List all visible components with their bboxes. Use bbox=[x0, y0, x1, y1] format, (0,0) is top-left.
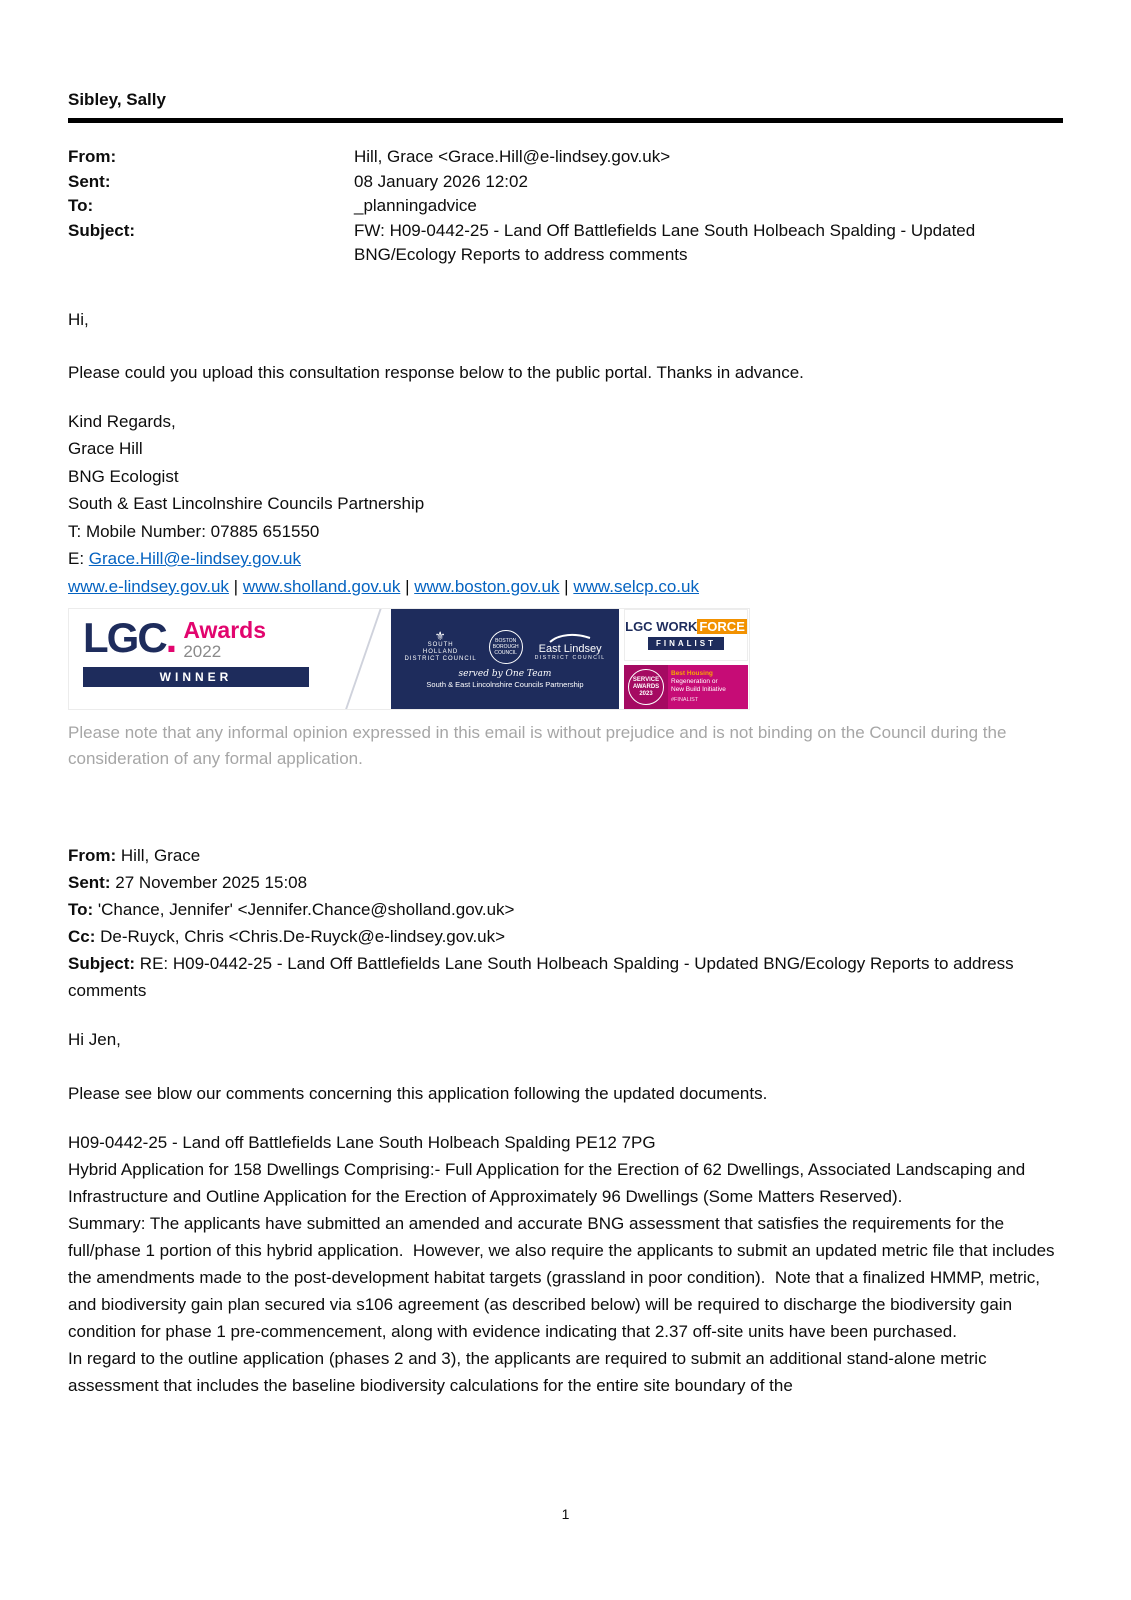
mailbox-owner-name: Sibley, Sally bbox=[68, 90, 1063, 123]
service-awards-year: 2023 bbox=[639, 690, 653, 697]
council-logos-row bbox=[404, 630, 605, 664]
boston-link[interactable]: www.boston.gov.uk bbox=[414, 576, 560, 596]
served-by-one-team-text: served by One Team bbox=[458, 668, 552, 679]
signature-name: Grace Hill bbox=[68, 439, 143, 458]
boston-text: BOSTON bbox=[495, 637, 517, 644]
outline-paragraph: In regard to the outline application (phases 2 and 3), the applicants are required to submit an additional stand-alone metric assessment that includes the baseline biodiversity calculations for the entire site boundary of the bbox=[68, 1349, 992, 1395]
awards-wordmark: Awards bbox=[183, 617, 266, 643]
subject-value: FW: H09-0442-25 - Land Off Battlefields Lane South Holbeach Spalding - Updated BNG/Ecology Reports to address comments bbox=[354, 220, 976, 264]
from-label: From: bbox=[68, 846, 117, 865]
summary-paragraph: Summary: The applicants have submitted an amended and accurate BNG assessment that satisfies the requirements for the full/phase 1 portion of this hybrid application. However, we also require the applicants to submit an updated metric file that includes the amendments made to the post-development habitat targets (grassland in poor condition). Note that a finalized HMMP, metric, and biodiversity gain plan secured via s106 agreement (as described below) will be required to discharge the biodiversity gain condition for phase 1 pre-commencement, along with evidence indicating that 2.37 off-site units have been purchased. bbox=[68, 1214, 1060, 1341]
quoted-cc-row bbox=[68, 923, 1063, 950]
lgc-workforce-logo bbox=[624, 609, 748, 661]
east-lindsey-text: East Lindsey bbox=[538, 642, 602, 655]
east-lindsey-swoosh-icon bbox=[549, 633, 591, 643]
signature-regards: Kind Regards, bbox=[68, 411, 176, 431]
sent-label: Sent: bbox=[68, 171, 111, 191]
email2-intro-paragraph: Please see blow our comments concerning this application following the updated documents. bbox=[68, 1084, 768, 1103]
from-value: Hill, Grace <Grace.Hill@e-lindsey.gov.uk> bbox=[354, 147, 671, 166]
from-value: Hill, Grace bbox=[120, 846, 201, 865]
link-separator: | bbox=[233, 576, 239, 596]
workforce-work-text: WORK bbox=[656, 619, 698, 634]
workforce-finalist-bar: FINALIST bbox=[648, 637, 724, 650]
sent-value: 08 January 2026 12:02 bbox=[354, 171, 528, 191]
lgc-awards-wordmark bbox=[83, 614, 391, 661]
south-holland-text: SOUTH bbox=[427, 642, 454, 648]
to-label: To: bbox=[68, 196, 94, 215]
south-holland-logo bbox=[404, 630, 476, 663]
signature-websites-line bbox=[68, 573, 1063, 601]
service-awards-category-line1: Best Housing bbox=[671, 670, 713, 677]
quoted-email bbox=[68, 842, 1063, 1399]
application-description: Hybrid Application for 158 Dwellings Comprising:- Full Application for the Erection of 62 Dwellings, Associated Landscaping and Infrastructure and Outline Application for the Erection of Approximately 96 Dwellings (Some Matters Reserved). bbox=[68, 1160, 1030, 1206]
quoted-subject-row bbox=[68, 950, 1063, 1004]
signature-email-line bbox=[68, 545, 1063, 573]
lgc-dot: . bbox=[165, 614, 178, 661]
sent-value: 27 November 2025 15:08 bbox=[115, 873, 308, 892]
signature-role: BNG Ecologist bbox=[68, 466, 179, 486]
signature-email-link[interactable]: Grace.Hill@e-lindsey.gov.uk bbox=[88, 549, 301, 568]
boston-borough-seal bbox=[489, 630, 523, 664]
lgc-wordmark: LGC bbox=[83, 614, 166, 661]
awards-year: 2022 bbox=[183, 642, 222, 661]
tulip-icon: ⚜ bbox=[434, 629, 447, 643]
service-awards-badge bbox=[624, 665, 748, 709]
consultation-response bbox=[68, 1129, 1063, 1399]
service-awards-roundel bbox=[628, 669, 664, 705]
service-awards-text2: AWARDS bbox=[632, 683, 660, 690]
councils-panel bbox=[391, 609, 619, 709]
service-awards-category-line3: New Build Initiative bbox=[671, 686, 726, 693]
lgc-awards-logo bbox=[69, 609, 391, 709]
partnership-text: South & East Lincolnshire Councils Partnership bbox=[426, 679, 584, 689]
service-awards-category bbox=[668, 665, 748, 709]
page-number: 1 bbox=[561, 1506, 570, 1522]
subject-value: RE: H09-0442-25 - Land Off Battlefields Lane South Holbeach Spalding - Updated BNG/Ecology Reports to address comments bbox=[68, 954, 1014, 1000]
email1-greeting: Hi, bbox=[68, 309, 89, 329]
banner-badges-column bbox=[624, 609, 748, 709]
link-separator: | bbox=[405, 576, 410, 596]
to-value: 'Chance, Jennifer' <Jennifer.Chance@sholland.gov.uk> bbox=[97, 900, 515, 919]
signature-organisation: South & East Lincolnshire Councils Partnership bbox=[68, 494, 425, 513]
to-label: To: bbox=[68, 900, 94, 919]
link-separator: | bbox=[564, 576, 569, 596]
winner-ribbon: WINNER bbox=[83, 667, 309, 687]
cc-value: De-Ruyck, Chris <Chris.De-Ruyck@e-lindsey.gov.uk> bbox=[100, 927, 506, 946]
email1-signature bbox=[68, 408, 1063, 601]
email1-header-table bbox=[68, 145, 1063, 268]
email-disclaimer: Please note that any informal opinion expressed in this email is without prejudice and is not binding on the Council during the consideration of any formal application. bbox=[68, 723, 1007, 768]
email-prefix: E: bbox=[68, 549, 85, 568]
signature-phone: T: Mobile Number: 07885 651550 bbox=[68, 521, 320, 541]
east-lindsey-subtext: DISTRICT COUNCIL bbox=[534, 654, 606, 661]
east-lindsey-logo bbox=[535, 633, 606, 661]
email2-greeting: Hi Jen, bbox=[68, 1030, 121, 1049]
service-awards-finalist-tag: #FINALIST bbox=[671, 697, 699, 703]
e-lindsey-link[interactable]: www.e-lindsey.gov.uk bbox=[68, 576, 229, 596]
quoted-from-row bbox=[68, 842, 1063, 869]
sent-label: Sent: bbox=[68, 873, 111, 892]
south-holland-subtext: DISTRICT COUNCIL bbox=[404, 656, 477, 662]
subject-label: Subject: bbox=[68, 954, 136, 973]
email1-request-paragraph: Please could you upload this consultation response below to the public portal. Thanks in advance. bbox=[68, 362, 804, 382]
workforce-lgc-text: LGC bbox=[625, 619, 657, 634]
south-holland-text2: HOLLAND bbox=[422, 649, 459, 655]
quoted-to-row bbox=[68, 896, 1063, 923]
subject-label: Subject: bbox=[68, 220, 136, 240]
boston-subtext: BOROUGH COUNCIL bbox=[492, 643, 519, 656]
cc-label: Cc: bbox=[68, 927, 96, 946]
application-reference: H09-0442-25 - Land off Battlefields Lane South Holbeach Spalding PE12 7PG bbox=[68, 1133, 656, 1152]
to-value: _planningadvice bbox=[354, 196, 477, 215]
service-awards-roundel-wrap bbox=[624, 665, 668, 709]
signature-banner-image bbox=[68, 608, 750, 710]
sholland-link[interactable]: www.sholland.gov.uk bbox=[242, 576, 401, 596]
workforce-force-text: FORCE bbox=[699, 619, 745, 634]
from-label: From: bbox=[68, 147, 117, 166]
quoted-sent-row bbox=[68, 869, 1063, 896]
selcp-link[interactable]: www.selcp.co.uk bbox=[573, 576, 699, 596]
workforce-wordmark bbox=[625, 620, 747, 634]
service-awards-category-line2: Regeneration or bbox=[671, 678, 718, 685]
service-awards-text1: SERVICE bbox=[632, 676, 660, 683]
